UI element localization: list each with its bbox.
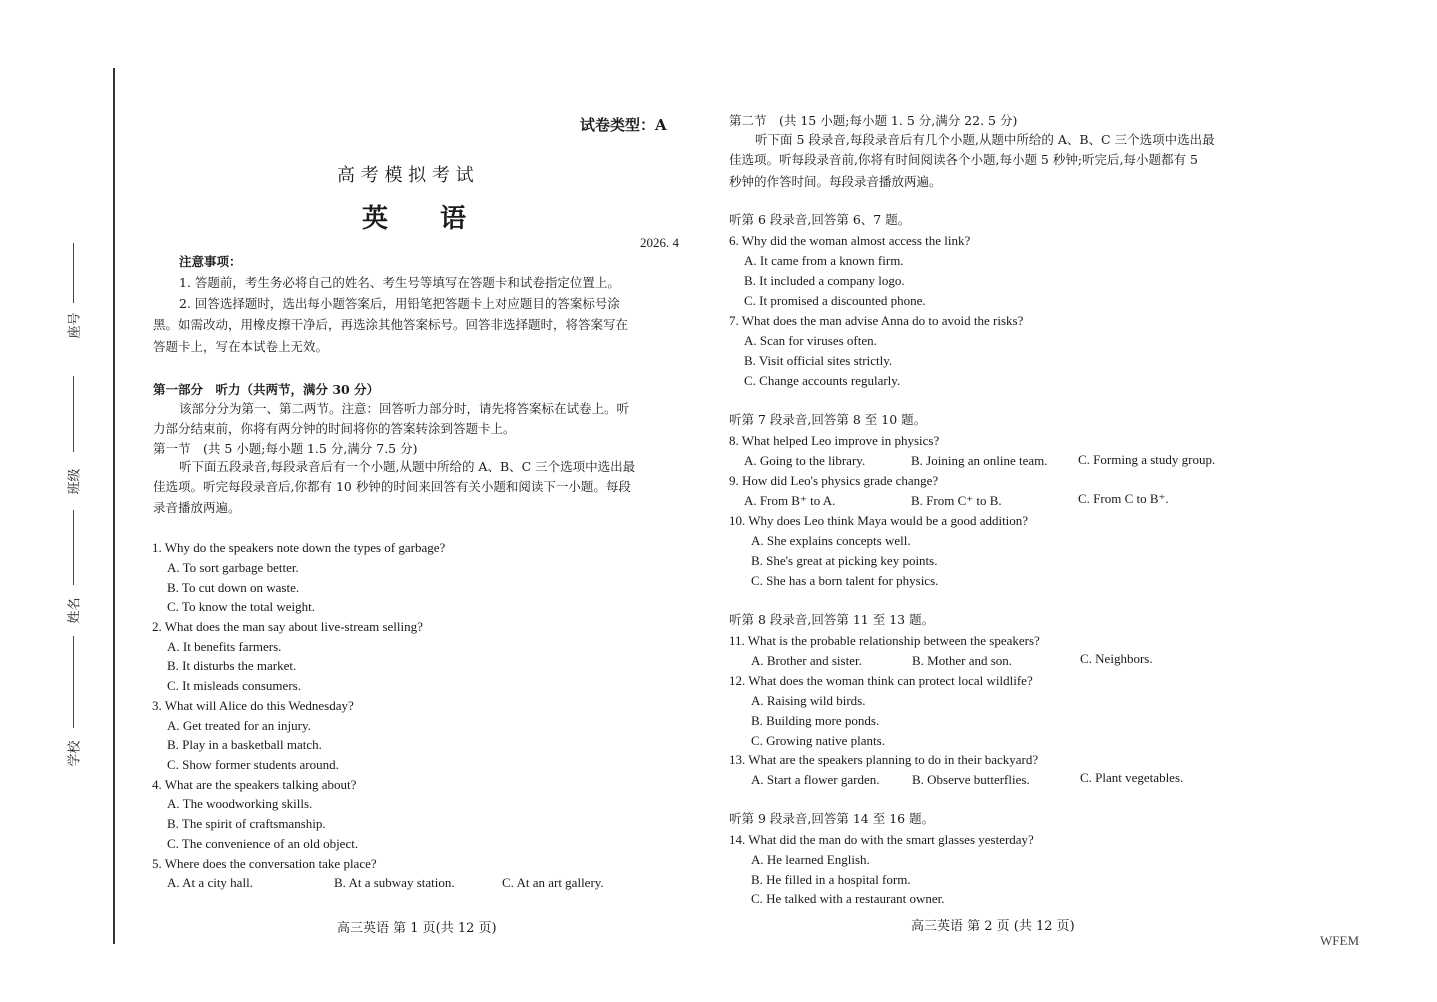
section1-line-3: 录音播放两遍。 [153, 500, 241, 515]
seat-underline [73, 243, 74, 303]
question-4: 4. What are the speakers talking about? [152, 777, 357, 792]
question-8: 8. What helped Leo improve in physics? [729, 433, 940, 448]
question-6-option-a: A. It came from a known firm. [744, 253, 904, 268]
notice-item-2-line-3: 答题卡上，写在本试卷上无效。 [153, 339, 329, 354]
question-3-option-a: A. Get treated for an injury. [167, 718, 311, 733]
section2-line-1: 听下面 5 段录音,每段录音后有几个小题,从题中所给的 A、B、C 三个选项中选出最 [755, 132, 1215, 147]
notice-item-1: 1. 答题前，考生务必将自己的姓名、考生号等填写在答题卡和试卷指定位置上。 [179, 275, 620, 290]
left-page-footer: 高三英语 第 1 页(共 12 页) [337, 921, 497, 936]
question-1-option-c: C. To know the total weight. [167, 599, 315, 614]
question-13-option-c: C. Plant vegetables. [1080, 770, 1184, 785]
question-5-option-c: C. At an art gallery. [502, 875, 604, 890]
question-9-option-a: A. From B⁺ to A. [744, 493, 836, 508]
school-label: 学校 [67, 740, 83, 767]
question-11: 11. What is the probable relationship between the speakers? [729, 633, 1040, 648]
question-9-option-b: B. From C⁺ to B. [911, 493, 1002, 508]
paper-type: 试卷类型：A [580, 116, 667, 134]
question-5-option-b: B. At a subway station. [334, 875, 455, 890]
question-4-option-c: C. The convenience of an old object. [167, 836, 359, 851]
question-1: 1. Why do the speakers note down the types of garbage? [152, 540, 446, 555]
question-8-option-b: B. Joining an online team. [911, 453, 1048, 468]
segment-6-heading: 听第 6 段录音,回答第 6、7 题。 [729, 212, 911, 227]
question-7-option-b: B. Visit official sites strictly. [744, 353, 893, 368]
question-11-option-a: A. Brother and sister. [751, 653, 862, 668]
question-5-option-a: A. At a city hall. [167, 875, 253, 890]
notice-item-2-line-2: 黑。如需改动，用橡皮擦干净后，再选涂其他答案标号。回答非选择题时，将答案写在 [153, 317, 629, 332]
class-label: 班级 [67, 468, 83, 495]
question-2-option-a: A. It benefits farmers. [167, 639, 282, 654]
question-6-option-c: C. It promised a discounted phone. [744, 293, 926, 308]
question-12-option-c: C. Growing native plants. [751, 733, 885, 748]
question-13: 13. What are the speakers planning to do in their backyard? [729, 752, 1039, 767]
exam-date: 2026. 4 [640, 235, 679, 250]
question-4-option-b: B. The spirit of craftsmanship. [167, 816, 326, 831]
question-12: 12. What does the woman think can protect local wildlife? [729, 673, 1033, 688]
segment-8-heading: 听第 8 段录音,回答第 11 至 13 题。 [729, 612, 935, 627]
question-10-option-a: A. She explains concepts well. [751, 533, 911, 548]
question-9-option-c: C. From C to B⁺. [1078, 491, 1169, 506]
question-12-option-b: B. Building more ponds. [751, 713, 880, 728]
exam-title: 高 考 模 拟 考 试 [337, 165, 474, 186]
question-5: 5. Where does the conversation take place? [152, 856, 377, 871]
question-14-option-b: B. He filled in a hospital form. [751, 872, 911, 887]
question-11-option-c: C. Neighbors. [1080, 651, 1153, 666]
question-13-option-b: B. Observe butterflies. [912, 772, 1030, 787]
question-10: 10. Why does Leo think Maya would be a good addition? [729, 513, 1029, 528]
question-7: 7. What does the man advise Anna do to avoid the risks? [729, 313, 1024, 328]
question-10-option-b: B. She's great at picking key points. [751, 553, 938, 568]
segment-7-heading: 听第 7 段录音,回答第 8 至 10 题。 [729, 412, 927, 427]
part1-desc-line-2: 力部分结束前，你将有两分钟的时间将你的答案转涂到答题卡上。 [153, 421, 516, 436]
part1-desc-line-1: 该部分分为第一、第二两节。注意：回答听力部分时，请先将答案标在试卷上。听 [179, 401, 630, 416]
question-4-option-a: A. The woodworking skills. [167, 796, 313, 811]
question-14: 14. What did the man do with the smart glasses yesterday? [729, 832, 1034, 847]
question-7-option-a: A. Scan for viruses often. [744, 333, 877, 348]
question-13-option-a: A. Start a flower garden. [751, 772, 880, 787]
question-14-option-c: C. He talked with a restaurant owner. [751, 891, 945, 906]
question-1-option-a: A. To sort garbage better. [167, 560, 299, 575]
seat-label: 座号 [67, 312, 83, 339]
question-1-option-b: B. To cut down on waste. [167, 580, 300, 595]
notice-heading: 注意事项： [179, 254, 242, 269]
question-6: 6. Why did the woman almost access the link? [729, 233, 971, 248]
question-14-option-a: A. He learned English. [751, 852, 870, 867]
question-3: 3. What will Alice do this Wednesday? [152, 698, 354, 713]
question-8-option-a: A. Going to the library. [744, 453, 866, 468]
right-page-footer: 高三英语 第 2 页 (共 12 页) [911, 919, 1075, 934]
notice-item-2-line-1: 2. 回答选择题时，选出每小题答案后，用铅笔把答题卡上对应题目的答案标号涂 [179, 296, 620, 311]
section2-line-3: 秒钟的作答时间。每段录音播放两遍。 [729, 174, 942, 189]
question-2-option-b: B. It disturbs the market. [167, 658, 297, 673]
section2-line-2: 佳选项。听每段录音前,你将有时间阅读各个小题,每小题 5 秒钟;听完后,每小题都有 5 [729, 152, 1198, 167]
name-underline [73, 636, 74, 728]
section1-heading: 第一节 (共 5 小题;每小题 1.5 分,满分 7.5 分) [153, 441, 418, 456]
question-11-option-b: B. Mother and son. [912, 653, 1013, 668]
question-9: 9. How did Leo's physics grade change? [729, 473, 939, 488]
question-2: 2. What does the man say about live-stream selling? [152, 619, 423, 634]
question-3-option-b: B. Play in a basketball match. [167, 737, 322, 752]
segment-9-heading: 听第 9 段录音,回答第 14 至 16 题。 [729, 811, 935, 826]
section1-line-2: 佳选项。听完每段录音后,你都有 10 秒钟的时间来回答有关小题和阅读下一小题。每段 [153, 479, 631, 494]
section2-heading: 第二节 (共 15 小题;每小题 1. 5 分,满分 22. 5 分) [729, 113, 1018, 128]
class-underline [73, 510, 74, 585]
binding-divider-line [113, 68, 115, 944]
question-8-option-c: C. Forming a study group. [1078, 452, 1216, 467]
question-12-option-a: A. Raising wild birds. [751, 693, 866, 708]
question-2-option-c: C. It misleads consumers. [167, 678, 301, 693]
question-3-option-c: C. Show former students around. [167, 757, 339, 772]
name-label: 姓名 [67, 597, 83, 624]
question-6-option-b: B. It included a company logo. [744, 273, 905, 288]
section1-line-1: 听下面五段录音,每段录音后有一个小题,从题中所给的 A、B、C 三个选项中选出最 [179, 459, 636, 474]
question-7-option-c: C. Change accounts regularly. [744, 373, 901, 388]
watermark: WFEM [1320, 933, 1359, 948]
part1-heading: 第一部分 听力（共两节，满分 30 分） [153, 382, 380, 397]
class-blank-line-top [73, 376, 74, 452]
question-10-option-c: C. She has a born talent for physics. [751, 573, 939, 588]
subject-title: 英 语 [362, 204, 467, 234]
